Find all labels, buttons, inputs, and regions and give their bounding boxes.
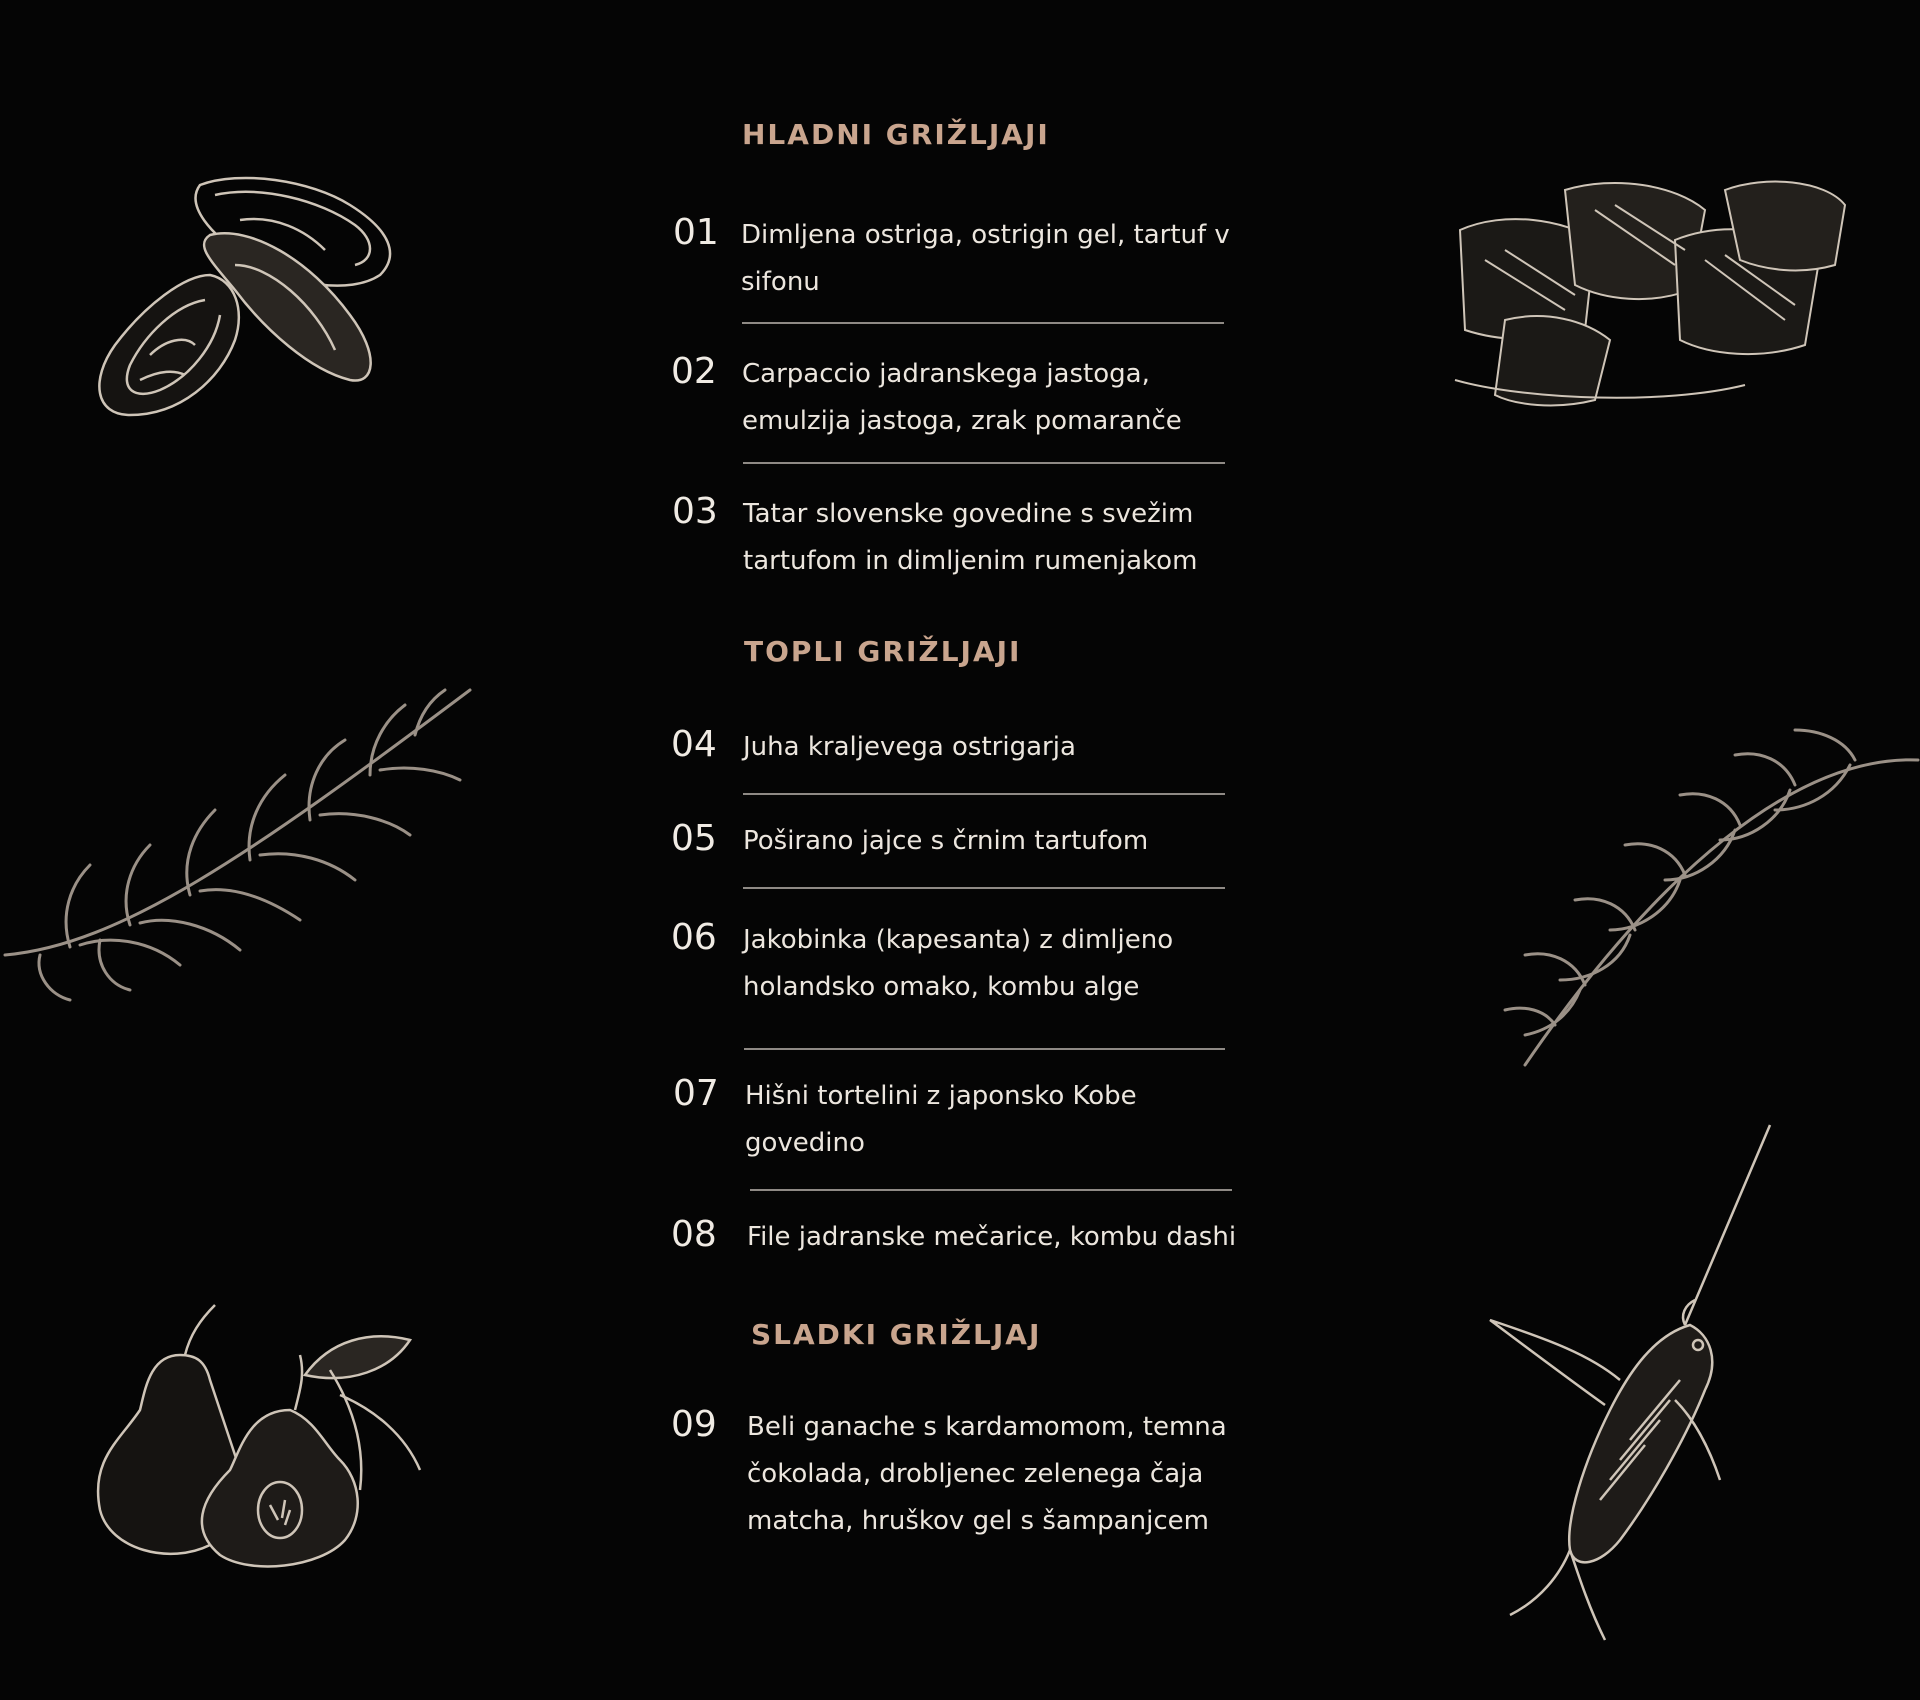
item-description: Jakobinka (kapesanta) z dimljeno holandsko omako, kombu alge	[743, 925, 1174, 1002]
item-description: Beli ganache s kardamomom, temna čokolada, drobljenec zelenega čaja matcha, hruškov gel s šampanjcem	[747, 1412, 1227, 1536]
item-description: Carpaccio jadranskega jastoga, emulzija jastoga, zrak pomaranče	[742, 359, 1182, 436]
divider	[750, 1189, 1232, 1191]
item-number: 04	[671, 724, 717, 765]
section-title-sweet: SLADKI GRIŽLJAJ	[751, 1318, 1042, 1351]
item-description: File jadranske mečarice, kombu dashi	[747, 1222, 1237, 1252]
rosemary-right-illustration	[1455, 715, 1920, 1075]
divider	[744, 1048, 1225, 1050]
item-description: Dimljena ostriga, ostrigin gel, tartuf v sifonu	[741, 220, 1230, 297]
swordfish-illustration	[1480, 1120, 1780, 1650]
item-number: 07	[673, 1073, 719, 1114]
divider	[742, 322, 1224, 324]
item-number: 01	[673, 212, 719, 253]
ravioli-illustration	[1445, 170, 1865, 410]
item-description: Tatar slovenske govedine s svežim tartufom in dimljenim rumenjakom	[743, 499, 1198, 576]
item-description: Hišni tortelini z japonsko Kobe govedino	[745, 1081, 1137, 1158]
item-number: 09	[671, 1404, 717, 1445]
item-number: 03	[672, 491, 718, 532]
divider	[743, 887, 1225, 889]
rosemary-left-illustration	[0, 655, 480, 1015]
divider	[743, 793, 1225, 795]
section-title-cold: HLADNI GRIŽLJAJI	[742, 118, 1050, 151]
item-number: 06	[671, 917, 717, 958]
item-description: Juha kraljevega ostrigarja	[743, 732, 1076, 762]
pear-illustration	[90, 1300, 430, 1570]
section-title-warm: TOPLI GRIŽLJAJI	[744, 635, 1022, 668]
item-number: 05	[671, 818, 717, 859]
item-number: 08	[671, 1214, 717, 1255]
item-description: Poširano jajce s črnim tartufom	[743, 826, 1149, 856]
divider	[743, 462, 1225, 464]
item-number: 02	[671, 351, 717, 392]
oyster-illustration	[90, 165, 410, 435]
